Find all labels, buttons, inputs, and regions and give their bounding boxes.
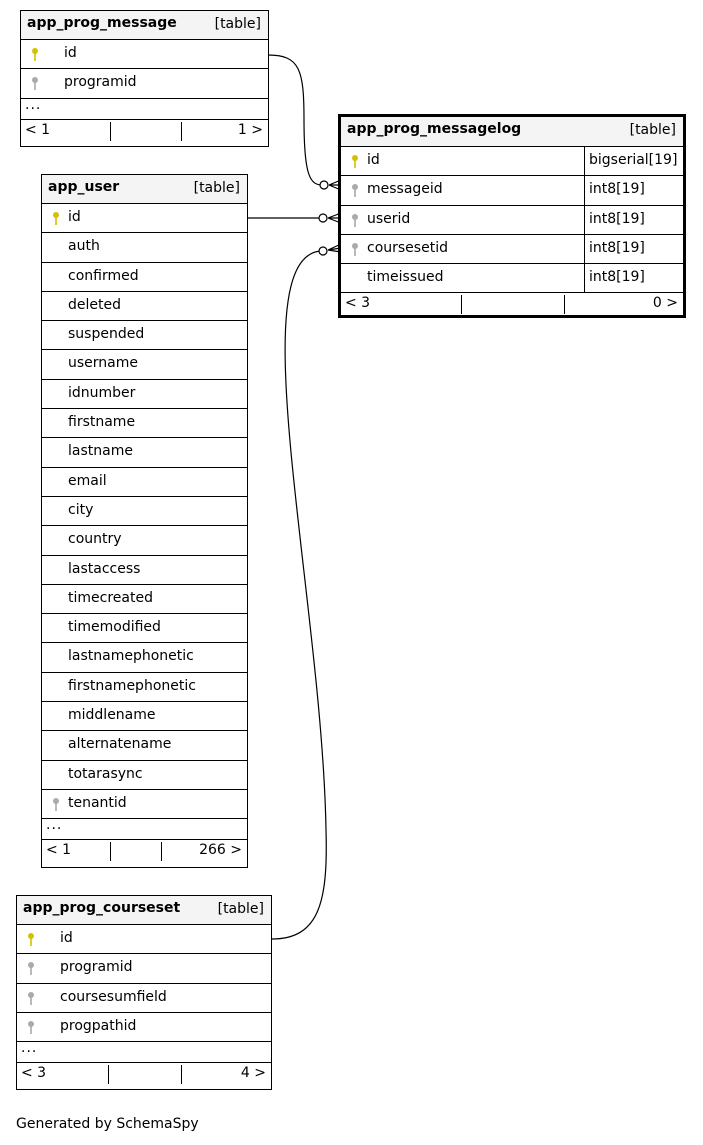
primary-key-icon <box>27 932 35 947</box>
connector-coursesetid <box>272 251 326 939</box>
column-name: messageid <box>367 181 443 198</box>
table-app-user[interactable] <box>41 174 248 868</box>
foreign-key-icon <box>27 1020 35 1035</box>
column-name: programid <box>60 959 133 976</box>
table-header <box>17 896 271 925</box>
column-row[interactable] <box>42 526 247 555</box>
column-name: coursesetid <box>367 239 448 256</box>
column-name: firstnamephonetic <box>68 677 196 694</box>
column-type-cell <box>584 206 683 234</box>
table-type: [table] <box>193 180 240 196</box>
column-name: city <box>68 501 94 518</box>
table-name: app_user <box>48 179 120 195</box>
table-header <box>341 117 683 147</box>
foreign-key-icon <box>27 961 35 976</box>
column-type-cell <box>584 147 683 175</box>
column-name: suspended <box>68 326 145 343</box>
column-row[interactable] <box>42 321 247 350</box>
column-row[interactable] <box>341 206 683 235</box>
column-name: id <box>68 209 81 225</box>
column-type-cell <box>584 176 683 204</box>
column-row[interactable] <box>42 761 247 790</box>
column-name: coursesumfield <box>60 988 167 1005</box>
column-row[interactable] <box>42 614 247 643</box>
column-name: deleted <box>68 296 121 313</box>
column-name: auth <box>68 238 100 255</box>
column-type-cell <box>584 235 683 263</box>
more-columns-ellipsis: ... <box>42 819 247 840</box>
table-app-prog-messagelog[interactable] <box>338 114 686 318</box>
column-row[interactable] <box>42 673 247 702</box>
column-name: firstname <box>68 414 136 431</box>
column-row[interactable] <box>17 954 271 983</box>
table-footer <box>42 840 247 864</box>
child-count[interactable]: 1 > <box>237 121 263 138</box>
table-footer <box>341 293 683 317</box>
table-header <box>42 175 247 204</box>
column-type: int8[19] <box>589 269 645 286</box>
column-name: country <box>68 531 122 548</box>
column-name: lastaccess <box>68 560 141 577</box>
table-name: app_prog_courseset <box>23 900 181 916</box>
column-row[interactable] <box>42 409 247 438</box>
column-name: idnumber <box>68 384 136 401</box>
column-name: id <box>64 45 77 61</box>
primary-key-icon <box>52 211 60 226</box>
column-name: timemodified <box>68 619 161 636</box>
table-type: [table] <box>214 16 261 32</box>
cardinality-circle <box>320 181 328 189</box>
column-row[interactable] <box>42 702 247 731</box>
cardinality-circle <box>319 214 327 222</box>
column-row[interactable] <box>42 292 247 321</box>
primary-key-icon <box>31 47 39 62</box>
column-row[interactable] <box>42 731 247 760</box>
table-name: app_prog_message <box>27 15 177 31</box>
parent-count[interactable]: < 1 <box>46 842 72 859</box>
child-count[interactable]: 4 > <box>240 1065 266 1082</box>
column-row[interactable] <box>21 40 268 69</box>
table-footer <box>17 1063 271 1087</box>
table-name: app_prog_messagelog <box>347 121 522 137</box>
column-name: confirmed <box>68 267 139 284</box>
column-row[interactable] <box>42 643 247 672</box>
column-row[interactable] <box>341 264 683 293</box>
foreign-key-icon <box>27 991 35 1006</box>
more-columns-ellipsis: ... <box>21 99 268 120</box>
column-row[interactable] <box>42 497 247 526</box>
column-row[interactable] <box>341 147 683 176</box>
foreign-key-icon <box>351 213 359 228</box>
column-name: totarasync <box>68 765 143 782</box>
column-type: int8[19] <box>589 239 645 256</box>
column-row[interactable] <box>42 790 247 819</box>
column-name: lastname <box>68 443 133 460</box>
column-name: timeissued <box>367 269 444 286</box>
column-row[interactable] <box>341 235 683 264</box>
column-type: int8[19] <box>589 210 645 227</box>
more-columns-ellipsis: ... <box>17 1042 271 1063</box>
parent-count[interactable]: < 3 <box>345 295 371 312</box>
foreign-key-icon <box>52 797 60 812</box>
column-row[interactable] <box>42 233 247 262</box>
child-count[interactable]: 266 > <box>199 842 242 859</box>
column-row[interactable] <box>17 984 271 1013</box>
column-row[interactable] <box>17 925 271 954</box>
column-row[interactable] <box>21 69 268 98</box>
column-row[interactable] <box>42 468 247 497</box>
column-row[interactable] <box>42 585 247 614</box>
column-name: alternatename <box>68 736 172 753</box>
column-row[interactable] <box>341 176 683 205</box>
column-type: int8[19] <box>589 181 645 198</box>
foreign-key-icon <box>31 76 39 91</box>
column-row[interactable] <box>42 204 247 233</box>
column-name: programid <box>64 74 137 91</box>
column-name: username <box>68 355 138 372</box>
column-row[interactable] <box>42 438 247 467</box>
parent-count[interactable]: < 1 <box>25 121 51 138</box>
column-name: progpathid <box>60 1017 137 1034</box>
column-type: bigserial[19] <box>589 152 678 168</box>
table-type: [table] <box>629 122 676 138</box>
column-row[interactable] <box>42 380 247 409</box>
table-app-prog-courseset[interactable] <box>16 895 272 1090</box>
connector-messageid <box>268 55 322 185</box>
column-name: userid <box>367 210 411 227</box>
generated-by-label: Generated by SchemaSpy <box>16 1116 199 1132</box>
table-footer <box>21 120 268 144</box>
column-name: lastnamephonetic <box>68 648 194 665</box>
column-name: email <box>68 472 107 489</box>
cardinality-circle <box>319 247 327 255</box>
column-name: middlename <box>68 707 156 724</box>
foreign-key-icon <box>351 242 359 257</box>
column-type-cell <box>584 264 683 292</box>
column-row[interactable] <box>42 350 247 379</box>
column-name: timecreated <box>68 589 153 606</box>
table-header <box>21 11 268 40</box>
column-name: id <box>60 930 73 946</box>
table-type: [table] <box>217 901 264 917</box>
table-app-prog-message[interactable] <box>20 10 269 147</box>
column-name: tenantid <box>68 794 127 811</box>
child-count[interactable]: 0 > <box>652 295 678 312</box>
column-row[interactable] <box>42 263 247 292</box>
foreign-key-icon <box>351 183 359 198</box>
primary-key-icon <box>351 154 359 169</box>
parent-count[interactable]: < 3 <box>21 1065 47 1082</box>
column-row[interactable] <box>42 556 247 585</box>
column-name: id <box>367 152 380 168</box>
column-row[interactable] <box>17 1013 271 1042</box>
